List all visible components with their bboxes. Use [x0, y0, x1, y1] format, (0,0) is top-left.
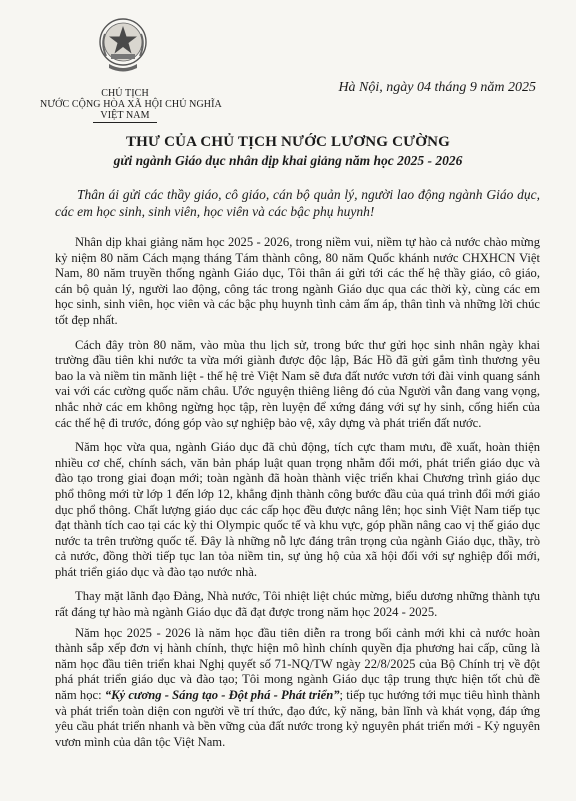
paragraph-5-start: Năm học 2025 - 2026 là năm học đầu tiên diễn ra trong bối cảnh mới khi cả nước hoàn thành sắp xếp đơn vị hành chính, thực hiện mô hình chính quyền địa phương hai cấp, cũng là năm học đầu tiên triển khai Nghị quyết số 71-NQ/TW ngày 22/8/2025 của Bộ Chính trị về đột phá phát triển giáo dục và đào tạo; Tôi mong ngành Giáo dục tập trung thực hiện tốt chủ đề năm học: — [55, 625, 540, 703]
paragraph-5-end: ; tiếp tục hướng tới mục tiêu hình thành và phát triển toàn diện con người về trí thức, đạo đức, kỹ năng, bản lĩnh và khát vọng, đáp ứng yêu cầu phát triển nhanh và bền vững của đất nước trong kỷ nguyên phát triển mới - Kỷ nguyên vươn mình của dân tộc Việt Nam. — [55, 688, 540, 749]
paragraph-2: Cách đây tròn 80 năm, vào mùa thu lịch sử, trong bức thư gửi học sinh nhân ngày khai trường đầu tiên khi nước ta vừa mới giành được độc lập, Bác Hồ đã gửi gắm tình thương yêu bao la và niềm tin mãnh liệt - thế hệ trẻ Việt Nam sẽ đưa đất nước vươn tới đài vinh quang sánh vai với các cường quốc năm châu. Ước nguyện thiêng liêng đó của Người vẫn đang vang vọng, nhắc nhở các em không ngừng học tập, rèn luyện để xứng đáng với sự hy sinh, cống hiến của các thế hệ đi trước, đóng góp vào sự nghiệp bảo vệ, xây dựng và phát triển đất nước. — [55, 337, 540, 430]
sender-title: CHỦ TỊCH — [101, 88, 149, 99]
sender-country-name: VIỆT NAM — [100, 110, 150, 121]
letter-subtitle: gửi ngành Giáo dục nhân dịp khai giảng năm học 2025 - 2026 — [113, 153, 463, 168]
national-emblem-icon — [97, 14, 149, 76]
paragraph-4: Thay mặt lãnh đạo Đảng, Nhà nước, Tôi nhiệt liệt chúc mừng, biểu dương những thành tựu rất đáng tự hào mà ngành Giáo dục đã đạt được trong năm học 2024 - 2025. — [55, 589, 540, 620]
paragraph-5 — [55, 626, 540, 751]
place-date: Hà Nội, ngày 04 tháng 9 năm 2025 — [338, 80, 536, 95]
letter-title: THƯ CỦA CHỦ TỊCH NƯỚC LƯƠNG CƯỜNG — [125, 134, 451, 150]
school-year-motto: “Kỷ cương - Sáng tạo - Đột phá - Phát triển” — [104, 688, 340, 703]
sender-country: NƯỚC CỘNG HÒA XÃ HỘI CHỦ NGHĨA — [40, 99, 222, 110]
greeting: Thân ái gửi các thầy giáo, cô giáo, cán bộ quản lý, người lao động ngành Giáo dục, các em học sinh, sinh viên, học viên và các bậc phụ huynh! — [55, 187, 540, 219]
letter-body — [55, 235, 540, 759]
paragraph-3: Năm học vừa qua, ngành Giáo dục đã chủ động, tích cực tham mưu, đề xuất, hoàn thiện nhiều cơ chế, chính sách, văn bản pháp luật quan trọng nhằm đổi mới, phát triển giáo dục và đào tạo trong giai đoạn mới; toàn ngành đã hoàn thành việc triển khai Chương trình giáo dục phổ thông mới từ lớp 1 đến lớp 12, khẳng định thành công bước đầu của quá trình đổi mới giáo dục phổ thông. Chất lượng giáo dục các cấp học đều được nâng lên; học sinh Việt Nam tiếp tục đạt thành tích cao tại các kỳ thi Olympic quốc tế và khu vực, góp phần nâng cao vị thế giáo dục nước ta trên trường quốc tế. Đây là những nỗ lực đáng trân trọng của ngành Giáo dục, thầy, trò cả nước, đồng thời tiếp tục lan tỏa niềm tin, sự ủng hộ của xã hội đối với sự nghiệp đổi mới, phát triển giáo dục và đào tạo nước nhà. — [55, 440, 540, 579]
paragraph-1: Nhân dịp khai giảng năm học 2025 - 2026, trong niềm vui, niềm tự hào cả nước chào mừng kỷ niệm 80 năm Cách mạng tháng Tám thành công, 80 năm Quốc khánh nước CHXHCN Việt Nam, 80 năm truyền thống ngành Giáo dục, Tôi thân ái gửi tới các thế hệ thầy giáo, cô giáo, cán bộ quản lý, người lao động, công tác trong ngành Giáo dục qua các thời kỳ, cùng các em học sinh, sinh viên, học viên và các bậc phụ huynh tình cảm ấm áp, thân tình và những lời chúc tốt đẹp nhất. — [55, 235, 540, 327]
sender-underline — [93, 122, 157, 123]
sender-block — [40, 88, 222, 123]
